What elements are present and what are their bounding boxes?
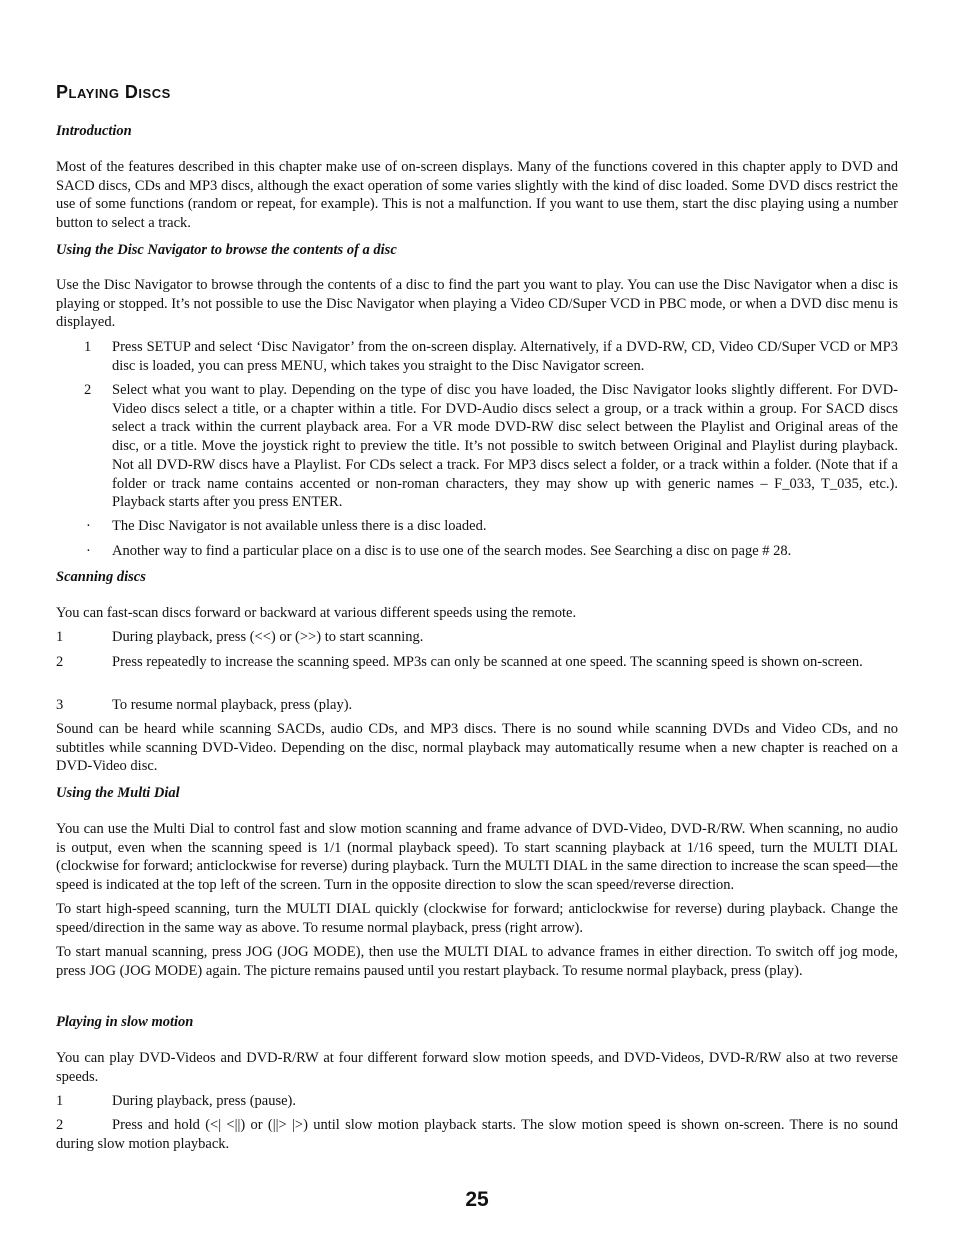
- step-number: 2: [84, 382, 92, 398]
- list-item: [56, 653, 898, 672]
- step-number: 1: [56, 629, 64, 645]
- list-item: [56, 381, 898, 512]
- introduction-paragraph: Most of the features described in this chapter make use of on-screen displays. Many of the functions covered in this chapter apply to DVD and SACD discs, CDs and MP3 discs, although the exact operation of some varies slightly with the kind of disc loaded. Some DVD discs restrict the use of some functions (random or repeat, for example). This is not a malfunction. If you want to use them, start the disc playing using a number button to select a track.: [56, 159, 898, 232]
- step-text: Press SETUP and select ‘Disc Navigator’ from the on-screen display. Alternatively, if a DVD-RW, CD, Video CD/Super VCD or MP3 disc is loaded, you can press MENU, which takes you straight to the Disc Navigator screen.: [112, 339, 898, 374]
- step-number: 2: [56, 1117, 64, 1133]
- disc-navigator-paragraph: Use the Disc Navigator to browse through the contents of a disc to find the part you want to play. You can use the Disc Navigator when a disc is playing or stopped. It’s not possible to use the Disc Navigator when playing a Video CD/Super VCD in PBC mode, or when a DVD disc menu is displayed.: [56, 277, 898, 331]
- bullet-text: Another way to find a particular place on a disc is to use one of the search modes. See Searching a disc on page # 28.: [112, 543, 792, 559]
- step-text: Press and hold (<| <||) or (||> |>) until slow motion playback starts. The slow motion speed is shown on-screen. There is no sound during slow motion playback.: [56, 1117, 898, 1152]
- multi-dial-paragraph-1: You can use the Multi Dial to control fast and slow motion scanning and frame advance of DVD-Video, DVD-R/RW. When scanning, no audio is output, even when the scanning speed is 1/1 (normal playback speed). To start scanning playback at 1/16 speed, turn the MULTI DIAL (clockwise for forward; anticlockwise for reverse) during playback. Turn the MULTI DIAL in the same direction to increase the scan speed—the speed is indicated at the top left of the screen. Turn in the opposite direction to slow the scan speed/reverse direction.: [56, 821, 898, 894]
- step-number: 2: [56, 654, 64, 670]
- section-heading-introduction: Introduction: [56, 123, 132, 139]
- chapter-title: Playing Discs: [56, 82, 171, 102]
- list-item: [56, 1116, 898, 1153]
- step-text: Press repeatedly to increase the scanning speed. MP3s can only be scanned at one speed. The scanning speed is shown on-screen.: [112, 654, 863, 670]
- scanning-note-paragraph: Sound can be heard while scanning SACDs, audio CDs, and MP3 discs. There is no sound while scanning DVDs and Video CDs, and no subtitles while scanning DVD-Video. Depending on the disc, normal playback may automatically resume when a new chapter is reached on a DVD-Video disc.: [56, 721, 898, 775]
- step-number: 3: [56, 697, 64, 713]
- bullet-text: The Disc Navigator is not available unless there is a disc loaded.: [112, 518, 487, 534]
- list-item: [56, 1092, 898, 1111]
- list-item: [56, 696, 898, 715]
- section-heading-multi-dial: Using the Multi Dial: [56, 785, 180, 801]
- list-item: [56, 338, 898, 375]
- step-text: During playback, press (<<) or (>>) to start scanning.: [112, 629, 424, 645]
- step-text: During playback, press (pause).: [112, 1093, 297, 1109]
- multi-dial-paragraph-2: To start high-speed scanning, turn the MULTI DIAL quickly (clockwise for forward; anticlockwise for reverse) during playback. Change the speed/direction in the same way as above. To resume normal playback, press (right arrow).: [56, 901, 898, 936]
- scanning-paragraph: You can fast-scan discs forward or backward at various different speeds using the remote.: [56, 605, 577, 621]
- section-heading-disc-navigator: Using the Disc Navigator to browse the contents of a disc: [56, 242, 397, 258]
- step-number: 1: [84, 339, 92, 355]
- bullet-marker: ·: [86, 543, 91, 559]
- list-item: [56, 628, 898, 647]
- section-heading-scanning-discs: Scanning discs: [56, 569, 146, 585]
- page-number: 25: [465, 1188, 489, 1211]
- bullet-marker: ·: [86, 518, 91, 534]
- step-text: Select what you want to play. Depending on the type of disc you have loaded, the Disc Navigator looks slightly different. For DVD-Video discs select a title, or a chapter within a title. For DVD-Audio discs select a group, or a track within a group. For SACD discs select a track within the current playback area. For a VR mode DVD-RW disc select between the Playlist and Original areas of the disc, or a title. Move the joystick right to preview the title. It’s not possible to switch between Original and Playlist during playback. Not all DVD-RW discs have a Playlist. For CDs select a track. For MP3 discs select a folder, or a track within a folder. (Note that if a folder or track name contains accented or non-roman characters, they may show up with generic names – F_033, T_035, etc.). Playback starts after you press ENTER.: [112, 382, 898, 511]
- section-heading-slow-motion: Playing in slow motion: [56, 1014, 194, 1030]
- multi-dial-paragraph-3: To start manual scanning, press JOG (JOG MODE), then use the MULTI DIAL to advance frames in either direction. To switch off jog mode, press JOG (JOG MODE) again. The picture remains paused until you restart playback. To resume normal playback, press (play).: [56, 944, 898, 979]
- list-item: [56, 542, 898, 561]
- step-number: 1: [56, 1093, 64, 1109]
- slow-motion-paragraph: You can play DVD-Videos and DVD-R/RW at four different forward slow motion speeds, and DVD-Videos, DVD-R/RW also at two reverse speeds.: [56, 1050, 898, 1085]
- step-text: To resume normal playback, press (play).: [112, 697, 353, 713]
- list-item: [56, 517, 898, 536]
